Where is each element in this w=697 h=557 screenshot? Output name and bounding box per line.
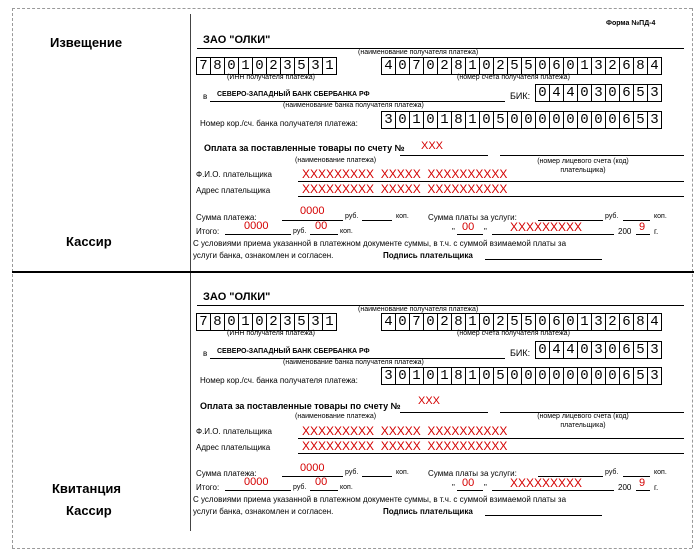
- digit-cell: 0: [225, 58, 239, 74]
- total-kop-unit: коп.: [340, 484, 353, 491]
- year-underline: [636, 234, 650, 235]
- sum-kop: коп.: [396, 213, 409, 220]
- digit-cell: 0: [424, 314, 438, 330]
- digit-cell: 0: [480, 58, 494, 74]
- digit-cell: 8: [452, 112, 466, 128]
- corr-label: Номер кор./сч. банка получателя платежа:: [200, 119, 358, 128]
- signature-label: Подпись плательщика: [383, 507, 473, 516]
- digit-cell: 0: [480, 314, 494, 330]
- total-kop-unit: коп.: [340, 228, 353, 235]
- digit-cell: 0: [578, 342, 592, 358]
- address-value: ХХХХХХХХХ ХХХХХ ХХХХХХХХХХ: [302, 439, 508, 453]
- digit-cell: 0: [564, 112, 578, 128]
- total-kop: 00: [315, 220, 328, 232]
- corr-boxes: [381, 367, 662, 385]
- digit-cell: 0: [508, 112, 522, 128]
- year-digit: 9: [639, 477, 646, 489]
- sum-kop: коп.: [396, 469, 409, 476]
- payment-number: ХХХ: [418, 395, 441, 407]
- digit-cell: 2: [267, 58, 281, 74]
- cut-line-bottom: [12, 548, 692, 549]
- date-month-underline: [492, 490, 614, 491]
- sum-underline: [282, 476, 343, 477]
- digit-cell: 3: [309, 314, 323, 330]
- digit-cell: 0: [424, 58, 438, 74]
- sum-value: 0000: [300, 205, 325, 217]
- personal-account-caption-text: (номер лицевого счета (код) плательщика): [537, 413, 629, 429]
- sum-label: Сумма платежа:: [196, 469, 257, 478]
- digit-cell: 0: [536, 112, 550, 128]
- digit-cell: 0: [536, 342, 550, 358]
- digit-cell: 0: [536, 368, 550, 384]
- sum-value: 0000: [300, 462, 325, 474]
- digit-cell: 1: [466, 368, 480, 384]
- service-rub: руб.: [605, 213, 619, 220]
- digit-cell: 4: [650, 314, 659, 330]
- sum-rub: руб.: [345, 469, 359, 476]
- digit-cell: 0: [592, 368, 606, 384]
- org-caption: (наименование получателя платежа): [358, 49, 479, 56]
- signature-underline: [485, 259, 602, 260]
- digit-cell: 0: [396, 314, 410, 330]
- total-rub-underline: [225, 234, 291, 235]
- digit-cell: 4: [564, 342, 578, 358]
- column-divider-bottom: [190, 273, 191, 531]
- digit-cell: 5: [508, 58, 522, 74]
- total-label: Итого:: [196, 483, 220, 492]
- digit-cell: 1: [410, 368, 424, 384]
- digit-cell: 0: [480, 368, 494, 384]
- digit-cell: 0: [606, 112, 620, 128]
- digit-cell: 1: [466, 58, 480, 74]
- year-digit: 9: [639, 221, 646, 233]
- digit-cell: 0: [550, 368, 564, 384]
- year-prefix: 200: [618, 483, 632, 492]
- fio-label: Ф.И.О. плательщика: [196, 427, 272, 436]
- year-underline: [636, 490, 650, 491]
- digit-cell: 8: [452, 58, 466, 74]
- date-day: 00: [462, 477, 475, 489]
- digit-cell: 7: [197, 314, 211, 330]
- digit-cell: 3: [382, 112, 396, 128]
- digit-cell: 0: [396, 58, 410, 74]
- digit-cell: 4: [382, 58, 396, 74]
- service-label: Сумма платы за услуги:: [428, 213, 517, 222]
- date-quote-close: ": [484, 227, 487, 236]
- date-month-underline: [492, 234, 614, 235]
- digit-cell: 6: [620, 85, 634, 101]
- notice-label: Извещение: [50, 35, 123, 50]
- digit-cell: 4: [550, 342, 564, 358]
- terms-line1: С условиями приема указанной в платежном документе суммы, в т.ч. с суммой взимаемой платы за: [193, 495, 567, 504]
- year-prefix: 200: [618, 227, 632, 236]
- address-underline: [298, 453, 684, 454]
- bik-label: БИК:: [510, 91, 531, 101]
- digit-cell: 6: [620, 58, 634, 74]
- total-rub: 0000: [244, 220, 269, 232]
- fio-value: ХХХХХХХХХ ХХХХХ ХХХХХХХХХХ: [302, 167, 508, 181]
- digit-cell: 3: [592, 342, 606, 358]
- digit-cell: 2: [494, 58, 508, 74]
- org-name: ЗАО "ОЛКИ": [203, 34, 271, 46]
- cut-line-right: [692, 8, 693, 548]
- digit-cell: 1: [466, 314, 480, 330]
- digit-cell: 4: [550, 85, 564, 101]
- sum-underline: [282, 220, 343, 221]
- digit-cell: 0: [396, 368, 410, 384]
- digit-cell: 8: [211, 58, 225, 74]
- digit-cell: 0: [253, 58, 267, 74]
- digit-cell: 0: [592, 112, 606, 128]
- total-rub-underline: [225, 490, 291, 491]
- total-rub-unit: руб.: [293, 484, 307, 491]
- digit-cell: 0: [396, 112, 410, 128]
- corr-boxes: [381, 111, 662, 129]
- cashier-label-top: Кассир: [66, 234, 112, 249]
- digit-cell: 8: [452, 368, 466, 384]
- digit-cell: 1: [438, 368, 452, 384]
- digit-cell: 5: [634, 112, 648, 128]
- terms-line2: услуги банка, ознакомлен и согласен.: [193, 507, 334, 516]
- date-quote-close: ": [484, 483, 487, 492]
- digit-cell: 1: [578, 314, 592, 330]
- receipt-label: Квитанция: [52, 481, 121, 496]
- digit-cell: 6: [620, 112, 634, 128]
- date-day: 00: [462, 221, 475, 233]
- digit-cell: 1: [578, 58, 592, 74]
- digit-cell: 2: [438, 58, 452, 74]
- signature-underline: [485, 515, 602, 516]
- bank-caption: (наименование банка получателя платежа): [283, 102, 424, 109]
- digit-cell: 7: [410, 58, 424, 74]
- total-rub-unit: руб.: [293, 228, 307, 235]
- digit-cell: 5: [522, 58, 536, 74]
- signature-label: Подпись плательщика: [383, 251, 473, 260]
- digit-cell: 6: [620, 368, 634, 384]
- digit-cell: 8: [634, 58, 648, 74]
- digit-cell: 6: [620, 314, 634, 330]
- digit-cell: 8: [634, 314, 648, 330]
- digit-cell: 0: [606, 342, 620, 358]
- bik-boxes: [535, 84, 662, 102]
- inn-caption: (ИНН получателя платежа): [227, 330, 315, 337]
- payment-caption: (наименование платежа): [295, 413, 377, 420]
- column-divider-top: [190, 14, 191, 271]
- sum-label: Сумма платежа:: [196, 213, 257, 222]
- payment-caption: (наименование платежа): [295, 157, 377, 164]
- payment-number: ХХХ: [421, 140, 444, 152]
- service-kop-underline: [623, 220, 650, 221]
- digit-cell: 5: [634, 342, 648, 358]
- digit-cell: 1: [239, 58, 253, 74]
- digit-cell: 2: [267, 314, 281, 330]
- digit-cell: 1: [410, 112, 424, 128]
- total-kop: 00: [315, 476, 328, 488]
- service-kop: коп.: [654, 213, 667, 220]
- bank-prefix: в: [203, 349, 208, 358]
- digit-cell: 3: [650, 85, 659, 101]
- inn-caption: (ИНН получателя платежа): [227, 74, 315, 81]
- digit-cell: 0: [578, 112, 592, 128]
- payment-label: Оплата за поставленные товары по счету №: [204, 143, 405, 153]
- digit-cell: 3: [382, 368, 396, 384]
- date-month: ХХХХХХХХХ: [510, 476, 583, 490]
- digit-cell: 0: [564, 368, 578, 384]
- digit-cell: 3: [650, 112, 659, 128]
- corr-label: Номер кор./сч. банка получателя платежа:: [200, 376, 358, 385]
- date-day-underline: [457, 490, 483, 491]
- digit-cell: 0: [550, 112, 564, 128]
- date-day-underline: [457, 234, 483, 235]
- account-caption: (номер счета получателя платежа): [457, 74, 570, 81]
- bank-name: СЕВЕРО-ЗАПАДНЫЙ БАНК СБЕРБАНКА РФ: [217, 348, 370, 355]
- digit-cell: 5: [634, 85, 648, 101]
- digit-cell: 3: [592, 85, 606, 101]
- fio-value: ХХХХХХХХХ ХХХХХ ХХХХХХХХХХ: [302, 424, 508, 438]
- digit-cell: 0: [564, 58, 578, 74]
- digit-cell: 0: [606, 85, 620, 101]
- digit-cell: 3: [592, 314, 606, 330]
- digit-cell: 3: [650, 368, 659, 384]
- cut-line-left: [12, 8, 13, 548]
- digit-cell: 4: [650, 58, 659, 74]
- digit-cell: 1: [325, 58, 334, 74]
- digit-cell: 0: [536, 85, 550, 101]
- digit-cell: 4: [564, 85, 578, 101]
- org-name: ЗАО "ОЛКИ": [203, 291, 271, 303]
- digit-cell: 5: [494, 112, 508, 128]
- digit-cell: 0: [606, 368, 620, 384]
- digit-cell: 1: [325, 314, 334, 330]
- digit-cell: 0: [253, 314, 267, 330]
- digit-cell: 5: [522, 314, 536, 330]
- year-suffix: г.: [654, 483, 659, 492]
- year-suffix: г.: [654, 227, 659, 236]
- fio-label: Ф.И.О. плательщика: [196, 170, 272, 179]
- address-underline: [298, 196, 684, 197]
- bik-label: БИК:: [510, 348, 531, 358]
- digit-cell: 4: [382, 314, 396, 330]
- terms-line1: С условиями приема указанной в платежном документе суммы, в т.ч. с суммой взимаемой платы за: [193, 239, 567, 248]
- date-quote-open: ": [452, 227, 455, 236]
- bik-boxes: [535, 341, 662, 359]
- digit-cell: 3: [650, 342, 659, 358]
- digit-cell: 7: [197, 58, 211, 74]
- payment-underline: [400, 155, 488, 156]
- total-kop-underline: [310, 490, 338, 491]
- address-value: ХХХХХХХХХ ХХХХХ ХХХХХХХХХХ: [302, 182, 508, 196]
- digit-cell: 8: [452, 314, 466, 330]
- digit-cell: 5: [508, 314, 522, 330]
- account-caption: (номер счета получателя платежа): [457, 330, 570, 337]
- digit-cell: 1: [466, 112, 480, 128]
- digit-cell: 0: [564, 314, 578, 330]
- digit-cell: 0: [536, 58, 550, 74]
- total-kop-underline: [310, 234, 338, 235]
- bank-prefix: в: [203, 92, 208, 101]
- digit-cell: 1: [438, 112, 452, 128]
- form-label: Форма №ПД-4: [606, 20, 656, 27]
- terms-line2: услуги банка, ознакомлен и согласен.: [193, 251, 334, 260]
- digit-cell: 6: [620, 342, 634, 358]
- digit-cell: 0: [522, 368, 536, 384]
- digit-cell: 3: [281, 314, 295, 330]
- digit-cell: 5: [494, 368, 508, 384]
- total-rub: 0000: [244, 476, 269, 488]
- address-label: Адрес плательщика: [196, 443, 271, 452]
- total-label: Итого:: [196, 227, 220, 236]
- digit-cell: 0: [424, 112, 438, 128]
- digit-cell: 0: [578, 368, 592, 384]
- cut-line-top: [12, 8, 692, 9]
- service-label: Сумма платы за услуги:: [428, 469, 517, 478]
- digit-cell: 2: [606, 58, 620, 74]
- digit-cell: 0: [225, 314, 239, 330]
- sum-kop-underline: [362, 476, 392, 477]
- digit-cell: 3: [309, 58, 323, 74]
- inn-boxes: [196, 313, 337, 331]
- digit-cell: 0: [536, 314, 550, 330]
- digit-cell: 2: [606, 314, 620, 330]
- account-boxes: [381, 57, 662, 75]
- digit-cell: 8: [211, 314, 225, 330]
- digit-cell: 2: [438, 314, 452, 330]
- sum-kop-underline: [362, 220, 392, 221]
- date-quote-open: ": [452, 483, 455, 492]
- personal-account-caption: [528, 157, 638, 175]
- digit-cell: 0: [522, 112, 536, 128]
- account-boxes: [381, 313, 662, 331]
- service-kop: коп.: [654, 469, 667, 476]
- digit-cell: 0: [424, 368, 438, 384]
- digit-cell: 0: [578, 85, 592, 101]
- digit-cell: 5: [295, 314, 309, 330]
- bank-caption: (наименование банка получателя платежа): [283, 359, 424, 366]
- digit-cell: 3: [592, 58, 606, 74]
- digit-cell: 6: [550, 314, 564, 330]
- cashier-label-bottom: Кассир: [66, 503, 112, 518]
- section-divider: [12, 271, 694, 273]
- service-rub: руб.: [605, 469, 619, 476]
- personal-account-underline: [500, 155, 684, 156]
- service-kop-underline: [623, 476, 650, 477]
- date-month: ХХХХХХХХХ: [510, 220, 583, 234]
- personal-account-caption: [528, 412, 638, 430]
- digit-cell: 2: [494, 314, 508, 330]
- org-caption: (наименование получателя платежа): [358, 306, 479, 313]
- payment-underline: [400, 412, 488, 413]
- address-label: Адрес плательщика: [196, 186, 271, 195]
- sum-rub: руб.: [345, 213, 359, 220]
- personal-account-caption-text: (номер лицевого счета (код) плательщика): [537, 158, 629, 174]
- digit-cell: 7: [410, 314, 424, 330]
- digit-cell: 0: [508, 368, 522, 384]
- digit-cell: 1: [239, 314, 253, 330]
- inn-boxes: [196, 57, 337, 75]
- digit-cell: 6: [550, 58, 564, 74]
- digit-cell: 5: [295, 58, 309, 74]
- bank-name: СЕВЕРО-ЗАПАДНЫЙ БАНК СБЕРБАНКА РФ: [217, 91, 370, 98]
- digit-cell: 3: [281, 58, 295, 74]
- payment-label: Оплата за поставленные товары по счету №: [200, 401, 401, 411]
- digit-cell: 0: [480, 112, 494, 128]
- digit-cell: 5: [634, 368, 648, 384]
